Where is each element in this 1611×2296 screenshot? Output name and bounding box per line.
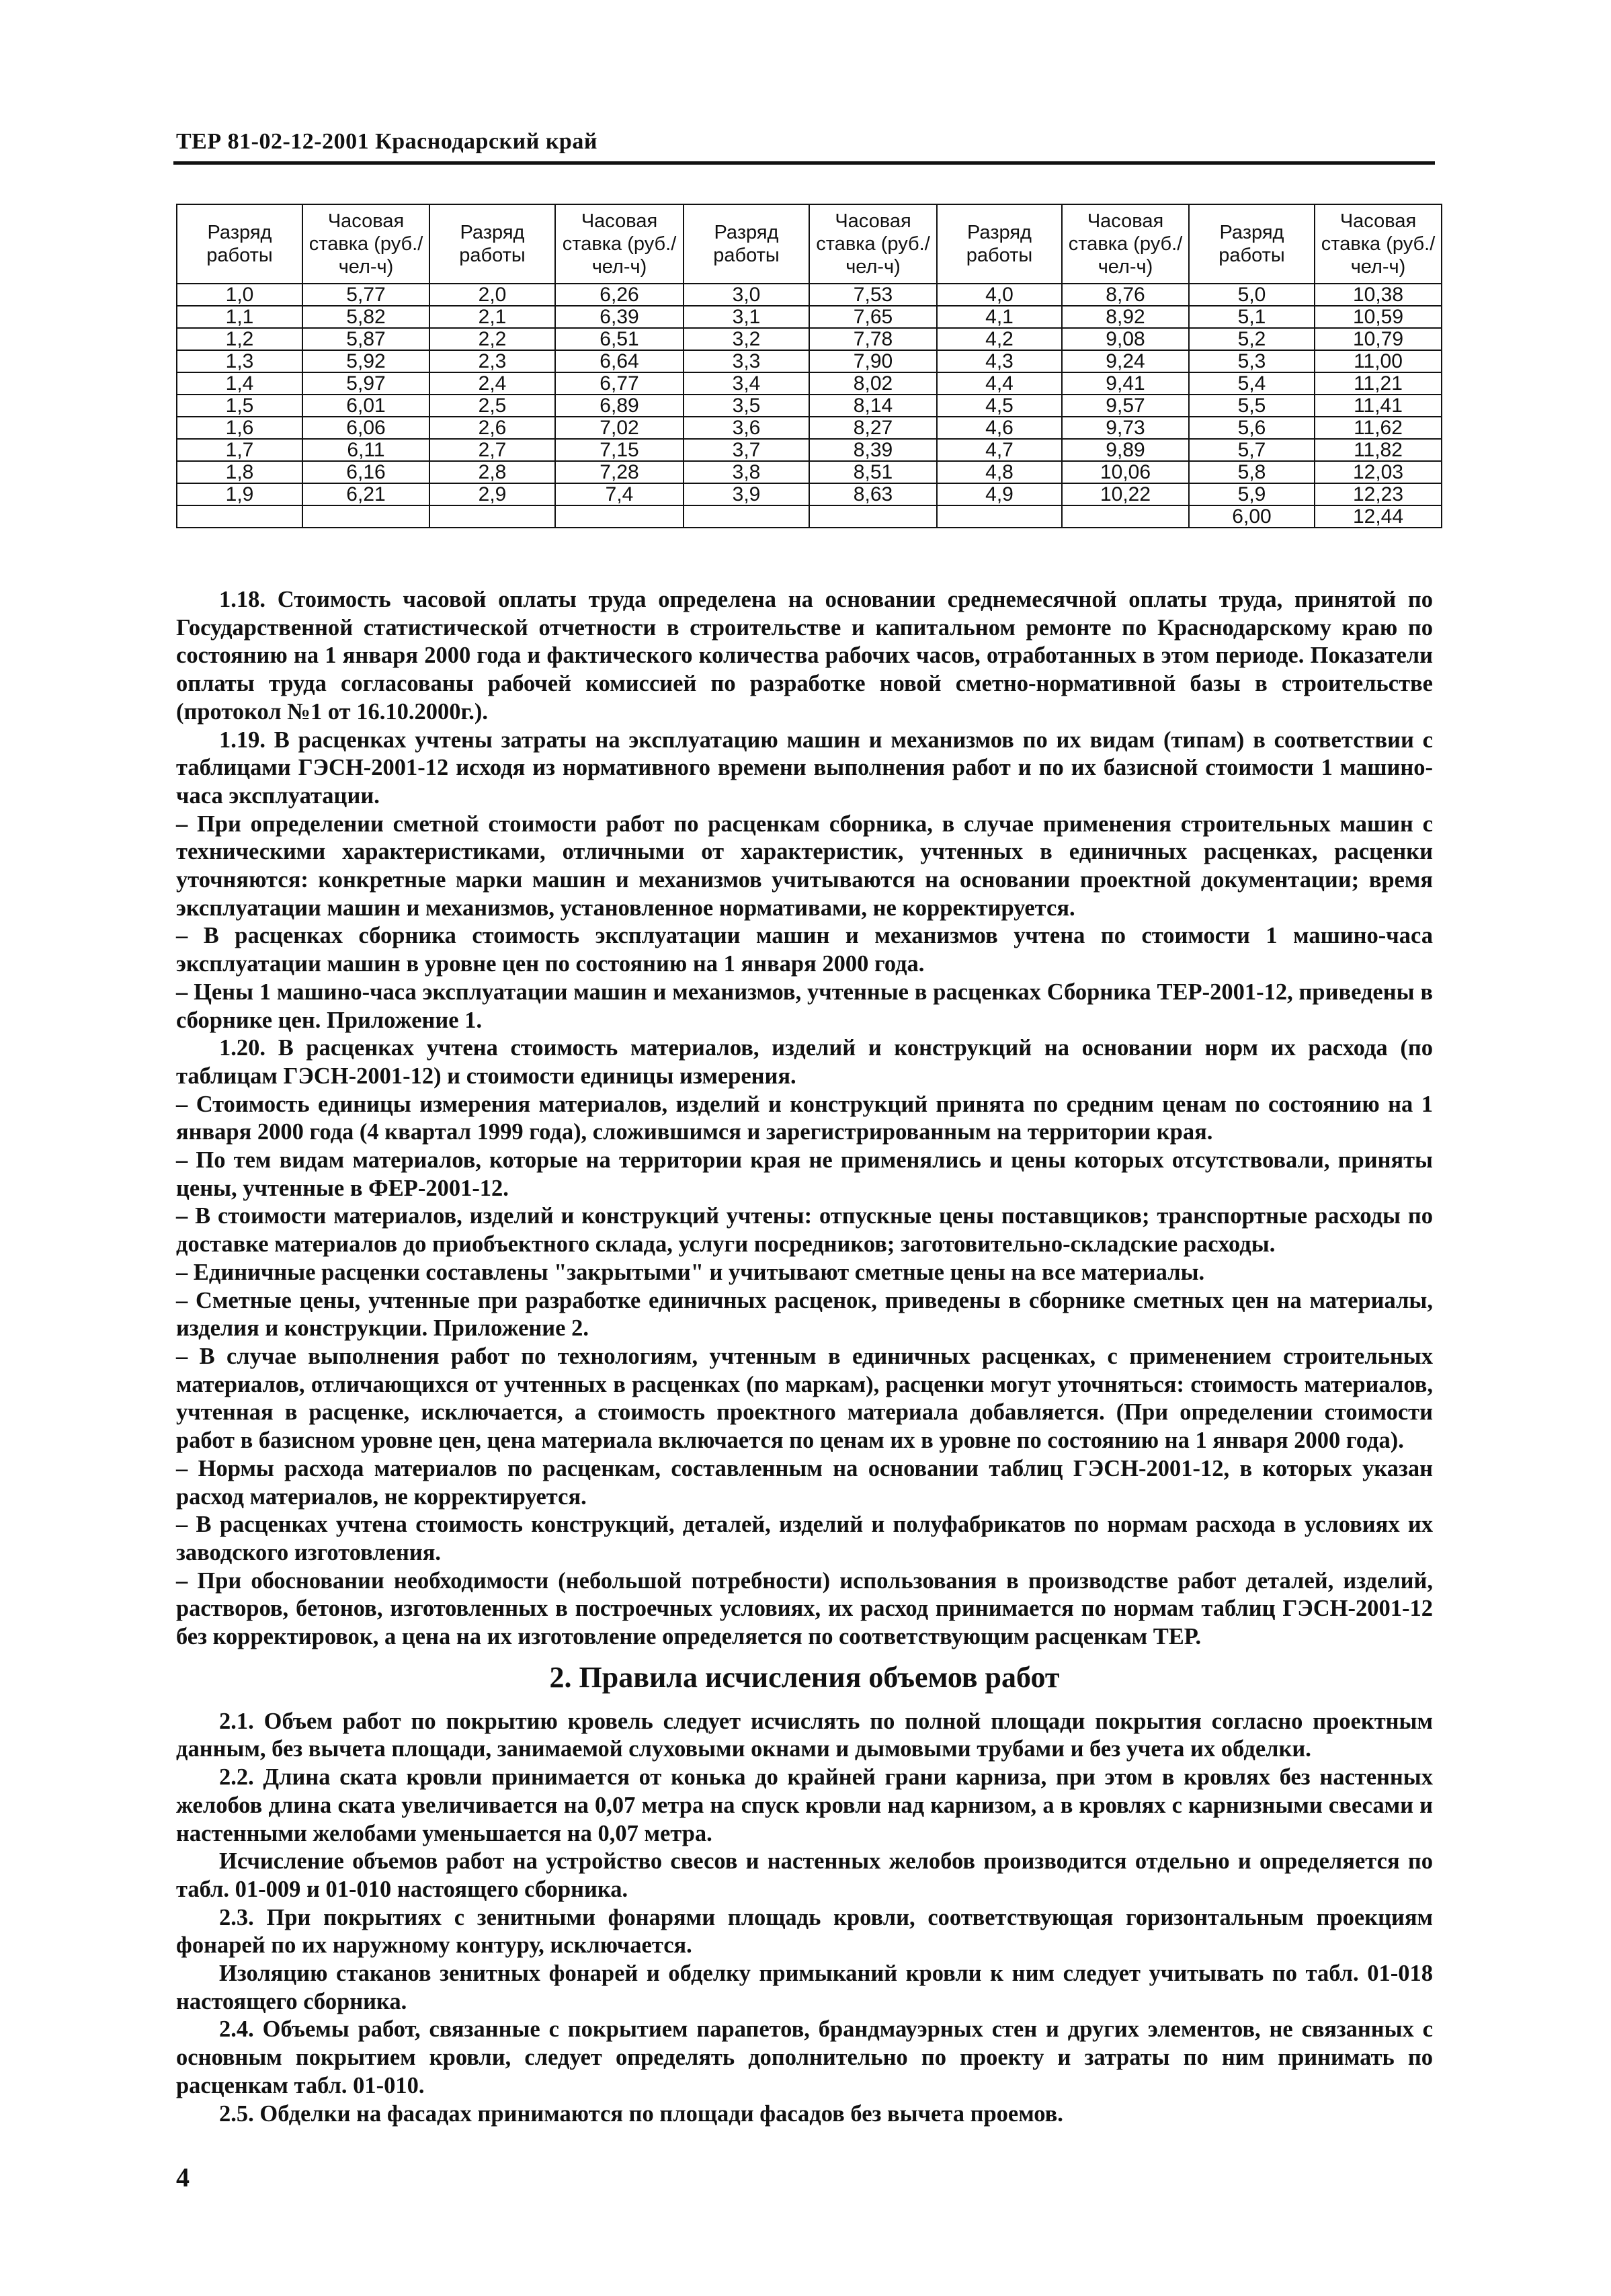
paragraph-2-5: 2.5. Обделки на фасадах принимаются по площади фасадов без вычета проемов. bbox=[219, 2100, 1063, 2127]
table-cell: 3,0 bbox=[684, 284, 809, 306]
table-cell: 10,22 bbox=[1062, 483, 1189, 505]
col-header: Разряд работы bbox=[684, 204, 809, 284]
table-cell: 4,6 bbox=[937, 417, 1062, 439]
col-header: Часовая ставка (руб./чел-ч) bbox=[555, 204, 684, 284]
table-cell: 5,77 bbox=[302, 284, 429, 306]
col-header: Часовая ставка (руб./чел-ч) bbox=[1062, 204, 1189, 284]
table-cell: 1,0 bbox=[177, 284, 302, 306]
table-cell: 5,92 bbox=[302, 350, 429, 372]
table-cell: 1,5 bbox=[177, 395, 302, 417]
table-cell: 6,11 bbox=[302, 439, 429, 461]
list-item: – При обосновании необходимости (небольшой потребности) использования в производстве работ деталей, изделий, растворов, бетонов, изготовленных в построечных условиях, их расход принимается по нормам таблиц ГЭСН-2001-12 без корректировок, а цена на их изготовление определяется по соответствующим расценкам ТЕР. bbox=[176, 1567, 1433, 1650]
table-cell: 5,8 bbox=[1189, 461, 1315, 483]
table-cell: 11,21 bbox=[1315, 372, 1442, 395]
table-cell: 6,64 bbox=[555, 350, 684, 372]
table-cell: 6,01 bbox=[302, 395, 429, 417]
table-cell bbox=[555, 505, 684, 528]
table-cell: 12,23 bbox=[1315, 483, 1442, 505]
col-header: Часовая ставка (руб./чел-ч) bbox=[1315, 204, 1442, 284]
list-item: – Цены 1 машино-часа эксплуатации машин и механизмов, учтенные в расценках Сборника ТЕР-2001-12, приведены в сборнике цен. Приложение 1. bbox=[176, 979, 1433, 1033]
table-cell: 4,0 bbox=[937, 284, 1062, 306]
table-row bbox=[177, 328, 1442, 350]
table-cell: 5,1 bbox=[1189, 306, 1315, 328]
table-cell: 1,2 bbox=[177, 328, 302, 350]
table-cell bbox=[429, 505, 555, 528]
table-cell: 2,3 bbox=[429, 350, 555, 372]
table-cell: 5,2 bbox=[1189, 328, 1315, 350]
table-cell: 5,0 bbox=[1189, 284, 1315, 306]
table-cell: 9,41 bbox=[1062, 372, 1189, 395]
table-row bbox=[177, 395, 1442, 417]
paragraph-2-4: 2.4. Объемы работ, связанные с покрытием парапетов, брандмауэрных стен и других элементов, не связанных с основным покрытием кровли, следует определять дополнительно по проекту и затраты по ним принимать по расценкам табл. 01-010. bbox=[176, 2016, 1433, 2098]
table-cell: 3,5 bbox=[684, 395, 809, 417]
table-cell: 4,4 bbox=[937, 372, 1062, 395]
paragraph-1-20: 1.20. В расценках учтена стоимость материалов, изделий и конструкций на основании норм их расхода (по таблицам ГЭСН-2001-12) и стоимости единицы измерения. bbox=[176, 1035, 1433, 1089]
table-cell: 6,77 bbox=[555, 372, 684, 395]
table-cell: 7,53 bbox=[809, 284, 937, 306]
table-cell: 5,3 bbox=[1189, 350, 1315, 372]
table-cell bbox=[177, 505, 302, 528]
paragraph-2-3: 2.3. При покрытиях с зенитными фонарями площадь кровли, соответствующая горизонтальным проекциям фонарей по их наружному контуру, исключается. bbox=[176, 1904, 1433, 1959]
table-row bbox=[177, 461, 1442, 483]
table-cell bbox=[937, 505, 1062, 528]
col-header: Разряд работы bbox=[429, 204, 555, 284]
table-cell: 1,1 bbox=[177, 306, 302, 328]
table-cell: 3,3 bbox=[684, 350, 809, 372]
table-row bbox=[177, 284, 1442, 306]
col-header: Разряд работы bbox=[177, 204, 302, 284]
table-row bbox=[177, 417, 1442, 439]
list-item: – В расценках сборника стоимость эксплуатации машин и механизмов учтена по стоимости 1 машино-часа эксплуатации машин в уровне цен по состоянию на 1 января 2000 года. bbox=[176, 923, 1433, 977]
table-cell: 6,26 bbox=[555, 284, 684, 306]
table-cell: 2,9 bbox=[429, 483, 555, 505]
list-item: – Сметные цены, учтенные при разработке единичных расценок, приведены в сборнике сметных цен на материалы, изделия и конструкции. Приложение 2. bbox=[176, 1287, 1433, 1342]
table-cell bbox=[1062, 505, 1189, 528]
col-header: Часовая ставка (руб./чел-ч) bbox=[809, 204, 937, 284]
paragraph-1-18: 1.18. Стоимость часовой оплаты труда определена на основании среднемесячной оплаты труда, принятой по Государственной статистической отчетности в строительстве и капитальном ремонте по Краснодарскому краю по состоянию на 1 января 2000 года и фактического количества рабочих часов, отработанных в этом периоде. Показатели оплаты труда согласованы рабочей комиссией по разработке новой сметно-нормативной базы в строительстве (протокол №1 от 16.10.2000г.). bbox=[176, 587, 1433, 725]
header-rule bbox=[173, 161, 1435, 165]
table-cell: 5,4 bbox=[1189, 372, 1315, 395]
table-cell bbox=[302, 505, 429, 528]
table-cell: 7,15 bbox=[555, 439, 684, 461]
col-header: Разряд работы bbox=[1189, 204, 1315, 284]
table-cell: 8,63 bbox=[809, 483, 937, 505]
table-cell: 7,28 bbox=[555, 461, 684, 483]
table-cell: 4,9 bbox=[937, 483, 1062, 505]
list-item: – В расценках учтена стоимость конструкций, деталей, изделий и полуфабрикатов по нормам расхода в условиях их заводского изготовления. bbox=[176, 1512, 1433, 1565]
table-cell: 11,41 bbox=[1315, 395, 1442, 417]
table-cell: 5,5 bbox=[1189, 395, 1315, 417]
table-cell: 10,38 bbox=[1315, 284, 1442, 306]
table-cell: 9,57 bbox=[1062, 395, 1189, 417]
table-cell: 10,59 bbox=[1315, 306, 1442, 328]
paragraph-1-19: 1.19. В расценках учтены затраты на эксплуатацию машин и механизмов по их видам (типам) в соответствии с таблицами ГЭСН-2001-12 исходя из нормативного времени выполнения работ и по их базисной стоимости 1 машино-часа эксплуатации. bbox=[176, 727, 1433, 809]
table-cell: 2,5 bbox=[429, 395, 555, 417]
table-cell: 6,39 bbox=[555, 306, 684, 328]
table-cell: 3,6 bbox=[684, 417, 809, 439]
table-cell: 5,97 bbox=[302, 372, 429, 395]
table-cell: 2,6 bbox=[429, 417, 555, 439]
list-item: – В стоимости материалов, изделий и конструкций учтены: отпускные цены поставщиков; транспортные расходы по доставке материалов до приобъектного склада, услуги посредников; заготовительно-складские расходы. bbox=[176, 1203, 1433, 1258]
table-cell: 5,9 bbox=[1189, 483, 1315, 505]
table-cell: 1,8 bbox=[177, 461, 302, 483]
table-cell: 9,08 bbox=[1062, 328, 1189, 350]
hourly-rates-table bbox=[176, 204, 1442, 528]
table-cell: 5,7 bbox=[1189, 439, 1315, 461]
table-cell: 7,78 bbox=[809, 328, 937, 350]
table-cell: 6,16 bbox=[302, 461, 429, 483]
list-item: – При определении сметной стоимости работ по расценкам сборника, в случае применения строительных машин с техническими характеристиками, отличными от характеристик, учтенных в единичных расценках, расценки уточняются: конкретные марки машин и механизмов учитываются на основании проектной документации; время эксплуатации машин и механизмов, установленное нормативами, не корректируется. bbox=[176, 811, 1433, 921]
table-cell bbox=[684, 505, 809, 528]
table-cell: 1,7 bbox=[177, 439, 302, 461]
table-cell: 12,03 bbox=[1315, 461, 1442, 483]
list-item: – Нормы расхода материалов по расценкам, составленным на основании таблиц ГЭСН-2001-12, в которых указан расход материалов, не корректируется. bbox=[176, 1455, 1433, 1510]
table-cell: 8,14 bbox=[809, 395, 937, 417]
table-cell: 12,44 bbox=[1315, 505, 1442, 528]
table-cell: 10,06 bbox=[1062, 461, 1189, 483]
table-cell: 6,89 bbox=[555, 395, 684, 417]
list-item: – В случае выполнения работ по технологиям, учтенным в единичных расценках, с применением строительных материалов, отличающихся от учтенных в расценках (по маркам), расценки могут уточняться: стоимость материалов, учтенная в расценке, исключается, а стоимость проектного материала добавляется. (При определении стоимости работ в базисном уровне цен, цена материала включается по ценам их в уровне по состоянию на 1 января 2000 года). bbox=[176, 1343, 1433, 1454]
table-cell: 6,51 bbox=[555, 328, 684, 350]
table-cell: 5,82 bbox=[302, 306, 429, 328]
page-header-title: ТЕР 81-02-12-2001 Краснодарский край bbox=[176, 129, 597, 154]
table-cell: 6,21 bbox=[302, 483, 429, 505]
table-cell: 4,7 bbox=[937, 439, 1062, 461]
table-cell: 9,73 bbox=[1062, 417, 1189, 439]
table-cell: 3,8 bbox=[684, 461, 809, 483]
section-2-title: 2. Правила исчисления объемов работ bbox=[549, 1660, 1060, 1694]
table-cell: 7,90 bbox=[809, 350, 937, 372]
table-row bbox=[177, 439, 1442, 461]
table-cell: 6,00 bbox=[1189, 505, 1315, 528]
table-cell: 1,9 bbox=[177, 483, 302, 505]
table-cell: 2,1 bbox=[429, 306, 555, 328]
table-cell: 5,6 bbox=[1189, 417, 1315, 439]
table-cell: 3,4 bbox=[684, 372, 809, 395]
table-cell: 8,76 bbox=[1062, 284, 1189, 306]
table-cell: 8,39 bbox=[809, 439, 937, 461]
col-header: Часовая ставка (руб./чел-ч) bbox=[302, 204, 429, 284]
table-cell: 8,27 bbox=[809, 417, 937, 439]
table-cell: 2,0 bbox=[429, 284, 555, 306]
table-row bbox=[177, 350, 1442, 372]
table-cell: 3,2 bbox=[684, 328, 809, 350]
paragraph-2-2-continued: Исчисление объемов работ на устройство свесов и настенных желобов производится отдельно и определяется по табл. 01-009 и 01-010 настоящего сборника. bbox=[176, 1848, 1433, 1902]
table-cell: 9,24 bbox=[1062, 350, 1189, 372]
table-cell: 4,2 bbox=[937, 328, 1062, 350]
table-cell: 4,8 bbox=[937, 461, 1062, 483]
table-cell bbox=[809, 505, 937, 528]
table-cell: 6,06 bbox=[302, 417, 429, 439]
table-cell: 11,62 bbox=[1315, 417, 1442, 439]
table-row bbox=[177, 483, 1442, 505]
table-cell: 2,8 bbox=[429, 461, 555, 483]
table-cell: 1,6 bbox=[177, 417, 302, 439]
table-cell: 3,1 bbox=[684, 306, 809, 328]
table-cell: 5,87 bbox=[302, 328, 429, 350]
table-cell: 3,9 bbox=[684, 483, 809, 505]
paragraph-2-1: 2.1. Объем работ по покрытию кровель следует исчислять по полной площади покрытия согласно проектным данным, без вычета площади, занимаемой слуховыми окнами и дымовыми трубами и без учета их обделки. bbox=[176, 1708, 1433, 1762]
table-cell: 7,02 bbox=[555, 417, 684, 439]
table-body bbox=[177, 284, 1442, 528]
paragraph-2-3-continued: Изоляцию стаканов зенитных фонарей и обделку примыканий кровли к ним следует учитывать по табл. 01-018 настоящего сборника. bbox=[176, 1961, 1433, 2014]
table-cell: 4,3 bbox=[937, 350, 1062, 372]
page-number: 4 bbox=[176, 2162, 190, 2192]
table-row bbox=[177, 372, 1442, 395]
body-text bbox=[176, 586, 1433, 2128]
table-header-row bbox=[177, 204, 1442, 284]
table-cell: 4,1 bbox=[937, 306, 1062, 328]
table-cell: 10,79 bbox=[1315, 328, 1442, 350]
table-cell: 2,4 bbox=[429, 372, 555, 395]
table-row bbox=[177, 306, 1442, 328]
table-cell: 1,3 bbox=[177, 350, 302, 372]
table-cell: 7,4 bbox=[555, 483, 684, 505]
table-cell: 8,02 bbox=[809, 372, 937, 395]
table-cell: 11,00 bbox=[1315, 350, 1442, 372]
table-cell: 11,82 bbox=[1315, 439, 1442, 461]
paragraph-2-2: 2.2. Длина ската кровли принимается от конька до крайней грани карниза, при этом в кровлях без настенных желобов длина ската увеличивается на 0,07 метра на спуск кровли над карнизом, а в кровлях с карнизными свесами и настенными желобами уменьшается на 0,07 метра. bbox=[176, 1764, 1433, 1846]
list-item: – По тем видам материалов, которые на территории края не применялись и цены которых отсутствовали, приняты цены, учтенные в ФЕР-2001-12. bbox=[176, 1147, 1433, 1201]
table-cell: 9,89 bbox=[1062, 439, 1189, 461]
table-row bbox=[177, 505, 1442, 528]
table-cell: 7,65 bbox=[809, 306, 937, 328]
table-cell: 1,4 bbox=[177, 372, 302, 395]
col-header: Разряд работы bbox=[937, 204, 1062, 284]
table-cell: 2,2 bbox=[429, 328, 555, 350]
table-cell: 2,7 bbox=[429, 439, 555, 461]
table-cell: 8,92 bbox=[1062, 306, 1189, 328]
table-cell: 8,51 bbox=[809, 461, 937, 483]
table-cell: 4,5 bbox=[937, 395, 1062, 417]
list-item: – Стоимость единицы измерения материалов, изделий и конструкций принята по средним ценам по состоянию на 1 января 2000 года (4 квартал 1999 года), сложившимся и зарегистрированным на территории края. bbox=[176, 1091, 1433, 1145]
list-item: – Единичные расценки составлены "закрытыми" и учитывают сметные цены на все материалы. bbox=[176, 1259, 1205, 1285]
table-cell: 3,7 bbox=[684, 439, 809, 461]
